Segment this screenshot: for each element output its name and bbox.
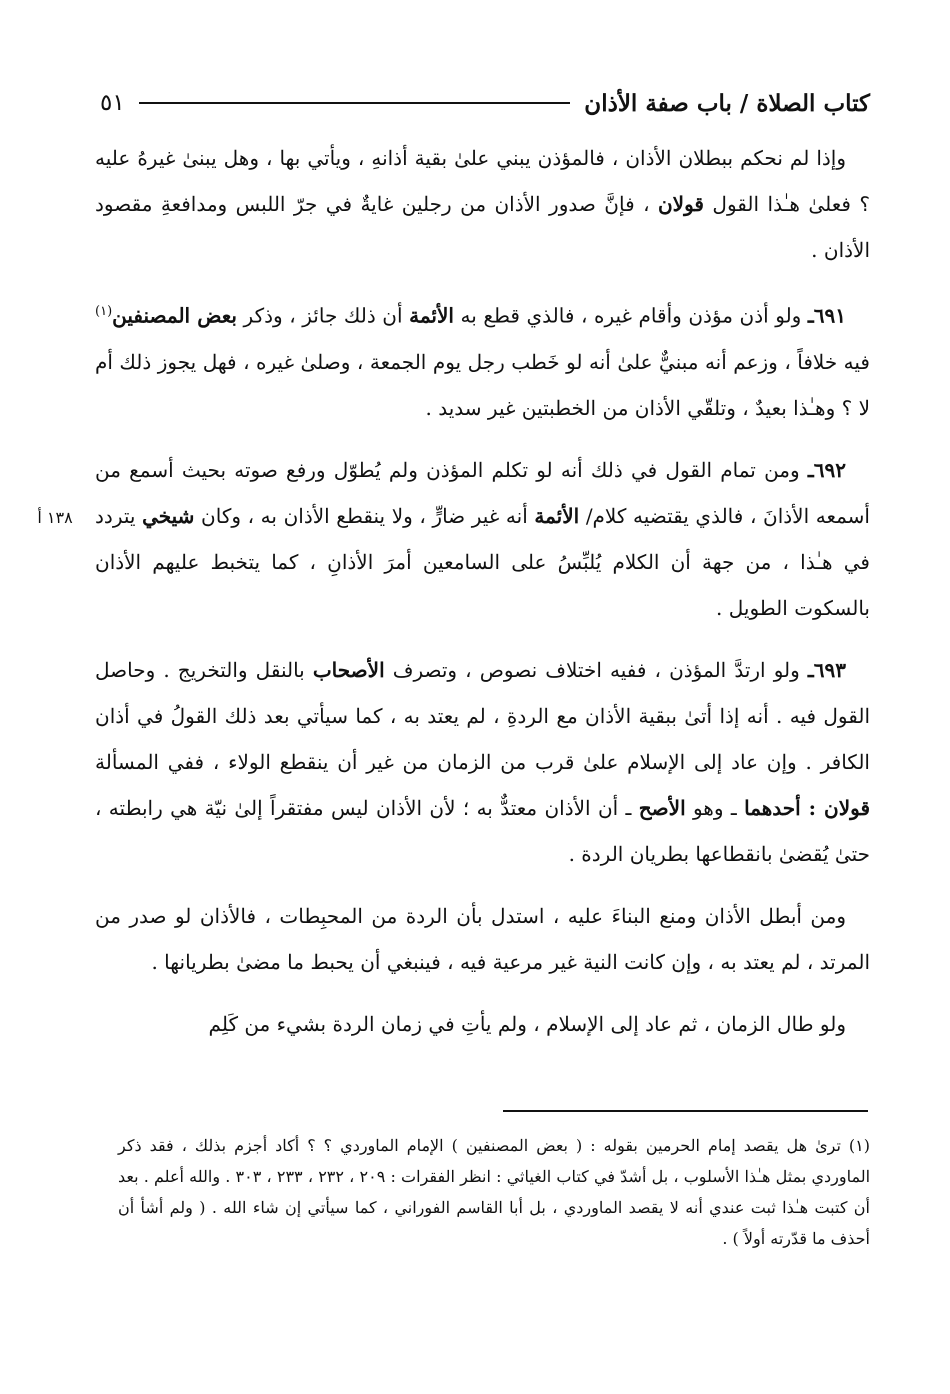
footnote-number: (١) xyxy=(848,1136,870,1155)
paragraph-text: ومن أبطل الأذان ومنع البناءَ عليه ، استدل بأن الردة من المحبِطات ، فالأذان لو صدر من المرتد ، لم يعتد به ، وإن كانت النية غير مرعية فيه ، فينبغي أن يحبط ما مضىٰ بطريانها . xyxy=(95,903,870,974)
footnote-separator xyxy=(503,1110,868,1112)
bold-term: الأصحاب xyxy=(312,657,385,682)
paragraph-693 xyxy=(95,647,870,877)
paragraph-text: ـ أن الأذان معتدٌّ به ؛ لأن الأذان ليس مفتقراً إلىٰ نيّة هي رابطته ، حتىٰ يُقضىٰ بانقطاعها بطريان الردة . xyxy=(95,795,870,866)
bold-term: قولان : أحدهما xyxy=(744,795,871,820)
paragraph-number: ٦٩٣ـ xyxy=(807,657,846,682)
paragraph-apostasy xyxy=(95,893,870,985)
paragraph-text: ولو طال الزمان ، ثم عاد إلى الإسلام ، ولم يأتِ في زمان الردة بشيء من كَلِم xyxy=(208,1011,846,1036)
bold-term: الأئمة xyxy=(534,503,580,528)
paragraph-text: وإذا لم نحكم ببطلان الأذان ، فالمؤذن يبني علىٰ بقية أذانهِ ، ويأتي بها ، وهل يبنىٰ غيرهُ عليه ؟ فعلىٰ هـٰذا القول xyxy=(95,146,870,216)
footnote-1 xyxy=(118,1130,870,1254)
paragraph-text: ولو أذن مؤذن وأقام غيره ، فالذي قطع به xyxy=(453,303,808,328)
bold-term: بعض المصنفين xyxy=(112,303,237,328)
paragraph-number: ٦٩٢ـ xyxy=(807,457,846,482)
footnote-reference[interactable]: (١) xyxy=(95,304,113,319)
paragraph-text: بالنقل والتخريج . وحاصل القول فيه . أنه إذا أتىٰ ببقية الأذان مع الردةِ ، لم يعتد به ، كما سيأتي بعد ذلك القولُ في أذان الكافر . وإن عاد إلى الإسلام علىٰ قرب من الزمان من غير أن ينقطع الولاء ، ففي المسألة xyxy=(95,657,870,774)
running-head: كتاب الصلاة / باب صفة الأذان xyxy=(584,89,870,117)
paragraph-692 xyxy=(95,447,870,631)
bold-term: الأصح xyxy=(638,795,686,820)
paragraph-text: ومن تمام القول في ذلك أنه لو تكلم المؤذن ولم يُطوّل ورفع صوته بحيث أسمع من أسمعه الأذانَ ، فالذي يقتضيه كلام/ xyxy=(95,457,870,528)
bold-term: الأئمة xyxy=(409,303,454,328)
paragraph-text: فيه خلافاً ، وزعم أنه مبنيٌّ علىٰ أنه لو خَطب رجل يوم الجمعة ، وصلىٰ غيره ، فهل يجوز ذلك أم لا ؟ وهـٰذا بعيدٌ ، وتلقّي الأذان من الخطبتين غير سديد . xyxy=(95,349,870,420)
footnotes xyxy=(118,1130,870,1254)
page-number: ٥١ xyxy=(100,90,125,116)
paragraph-intro xyxy=(95,135,870,273)
paragraph-text: ، فإنَّ صدور الأذان من رجلين غايةٌ في جرّ اللبس ومدافعةِ مقصود الأذان . xyxy=(95,192,870,262)
paragraph-text: أنه غير ضارٍّ ، ولا ينقطع الأذان به ، وكان xyxy=(194,503,535,528)
paragraph-text: يتردد في هـٰذا ، من جهة أن الكلام يُلبِّسُ على السامعين أمرَ الأذانِ ، كما يتخبط عليهم الأذان بالسكوت الطويل . xyxy=(95,503,870,620)
footnote-text: ترىٰ هل يقصد إمام الحرمين بقوله : ( بعض المصنفين ) الإمام الماوردي ؟ ؟ أكاد أجزم بذلك ، فقد ذكر الماوردي بمثل هـٰذا الأسلوب ، بل أشدّ في كتاب الغياثي : انظر الفقرات : ٢٠٩ ، ٢٣٢ ، ٢٣٣ ، ٣٠٣ . والله أعلم . بعد أن كتبت هـٰذا ثبت عندي أنه لا يقصد الماوردي ، بل أبا القاسم الفوراني ، كما سيأتي إن شاء الله . ( ولم أشأ أن أحذف ما قدّرته أولاً ) . xyxy=(118,1136,871,1248)
header-rule xyxy=(139,102,571,104)
paragraph-continuation xyxy=(95,1001,870,1047)
manuscript-folio-note: ١٣٨ أ xyxy=(37,508,73,527)
paragraph-number: ٦٩١ـ xyxy=(807,303,846,328)
paragraph-text: ولو ارتدَّ المؤذن ، ففيه اختلاف نصوص ، وتصرف xyxy=(384,657,808,682)
page-header xyxy=(100,82,870,124)
bold-term: قولان xyxy=(657,192,704,216)
paragraph-691 xyxy=(95,289,870,431)
paragraph-text: أن ذلك جائز ، وذكر xyxy=(237,303,410,328)
bold-term: شيخي xyxy=(142,503,195,528)
paragraph-text: ـ وهو xyxy=(685,795,745,820)
main-text xyxy=(95,135,870,1063)
